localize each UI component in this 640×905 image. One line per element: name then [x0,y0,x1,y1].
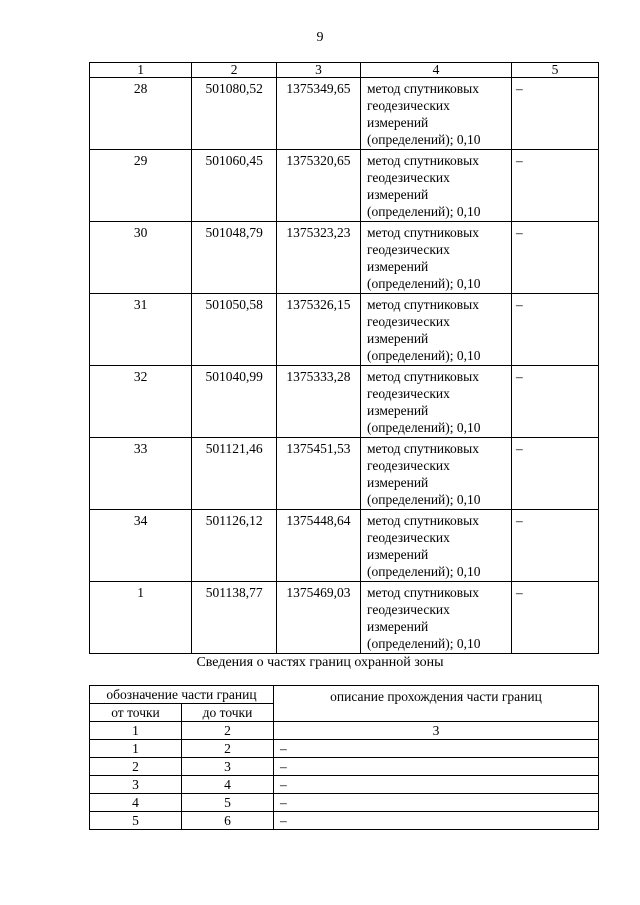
method-line: геодезических [366,170,450,185]
x-coordinate: 501050,58 [192,294,277,366]
from-point: 1 [90,740,182,758]
y-coordinate: 1375469,03 [276,582,360,654]
coordinates-row [90,438,599,510]
header-from-point: от точки [90,704,182,722]
numbering-col-1: 1 [90,722,182,740]
note-cell: – [511,438,598,510]
method-line: (определений); 0,10 [366,564,481,579]
method-line: геодезических [366,458,450,473]
coordinates-row [90,150,599,222]
method-line: измерений [366,475,429,490]
method-line: измерений [366,115,429,130]
method-line: метод спутниковых [366,81,479,96]
method-line: измерений [366,259,429,274]
point-number: 33 [90,438,192,510]
x-coordinate: 501121,46 [192,438,277,510]
boundary-part-row [90,794,599,812]
point-number: 34 [90,510,192,582]
part-description: – [274,758,599,776]
header-to-point: до точки [182,704,274,722]
x-coordinate: 501126,12 [192,510,277,582]
method-line: (определений); 0,10 [366,420,481,435]
method-description [360,582,511,654]
method-line: геодезических [366,530,450,545]
method-line: метод спутниковых [366,153,479,168]
coordinates-row [90,582,599,654]
x-coordinate: 501080,52 [192,78,277,150]
method-line: (определений); 0,10 [366,204,481,219]
note-cell: – [511,510,598,582]
point-number: 28 [90,78,192,150]
note-cell: – [511,366,598,438]
method-description [360,222,511,294]
method-description [360,510,511,582]
y-coordinate: 1375333,28 [276,366,360,438]
from-point: 2 [90,758,182,776]
note-cell: – [511,78,598,150]
method-line: измерений [366,331,429,346]
method-line: метод спутниковых [366,513,479,528]
method-line: измерений [366,547,429,562]
method-line: метод спутниковых [366,585,479,600]
method-line: геодезических [366,386,450,401]
method-line: метод спутниковых [366,225,479,240]
note-cell: – [511,222,598,294]
part-description: – [274,794,599,812]
note-cell: – [511,294,598,366]
header-col-4: 4 [360,63,511,78]
boundary-parts-table [89,685,599,830]
method-description [360,366,511,438]
point-number: 32 [90,366,192,438]
from-point: 3 [90,776,182,794]
note-cell: – [511,150,598,222]
method-line: геодезических [366,602,450,617]
header-boundary-part: обозначение части границ [90,686,274,704]
header-description: описание прохождения части границ [274,686,599,722]
method-line: (определений); 0,10 [366,492,481,507]
part-description: – [274,740,599,758]
method-line: геодезических [366,98,450,113]
boundary-part-row [90,812,599,830]
y-coordinate: 1375448,64 [276,510,360,582]
header-col-1: 1 [90,63,192,78]
method-line: измерений [366,403,429,418]
part-description: – [274,776,599,794]
method-line: метод спутниковых [366,297,479,312]
to-point: 6 [182,812,274,830]
method-line: (определений); 0,10 [366,636,481,651]
to-point: 3 [182,758,274,776]
method-description [360,78,511,150]
from-point: 4 [90,794,182,812]
x-coordinate: 501138,77 [192,582,277,654]
y-coordinate: 1375349,65 [276,78,360,150]
header-col-3: 3 [276,63,360,78]
boundary-part-row [90,776,599,794]
point-number: 31 [90,294,192,366]
method-description [360,438,511,510]
method-line: (определений); 0,10 [366,132,481,147]
header-col-2: 2 [192,63,277,78]
y-coordinate: 1375323,23 [276,222,360,294]
coordinates-row [90,510,599,582]
point-number: 29 [90,150,192,222]
method-line: (определений); 0,10 [366,348,481,363]
from-point: 5 [90,812,182,830]
method-line: геодезических [366,314,450,329]
method-line: геодезических [366,242,450,257]
y-coordinate: 1375320,65 [276,150,360,222]
coordinates-row [90,222,599,294]
parts-numbering-row [90,722,599,740]
x-coordinate: 501040,99 [192,366,277,438]
point-number: 1 [90,582,192,654]
coordinates-row [90,78,599,150]
parts-header-row [90,686,599,704]
numbering-col-3: 3 [274,722,599,740]
numbering-col-2: 2 [182,722,274,740]
y-coordinate: 1375451,53 [276,438,360,510]
method-description [360,150,511,222]
header-col-5: 5 [511,63,598,78]
coordinates-header-row [90,63,599,78]
coordinates-row [90,294,599,366]
part-description: – [274,812,599,830]
boundary-part-row [90,740,599,758]
x-coordinate: 501060,45 [192,150,277,222]
y-coordinate: 1375326,15 [276,294,360,366]
coordinates-row [90,366,599,438]
page-number: 9 [316,30,324,45]
boundary-part-row [90,758,599,776]
method-line: измерений [366,187,429,202]
x-coordinate: 501048,79 [192,222,277,294]
to-point: 2 [182,740,274,758]
section-title: Сведения о частях границ охранной зоны [196,655,444,670]
method-line: метод спутниковых [366,369,479,384]
to-point: 4 [182,776,274,794]
method-description [360,294,511,366]
coordinates-table [89,62,599,654]
note-cell: – [511,582,598,654]
to-point: 5 [182,794,274,812]
method-line: измерений [366,619,429,634]
point-number: 30 [90,222,192,294]
method-line: метод спутниковых [366,441,479,456]
method-line: (определений); 0,10 [366,276,481,291]
